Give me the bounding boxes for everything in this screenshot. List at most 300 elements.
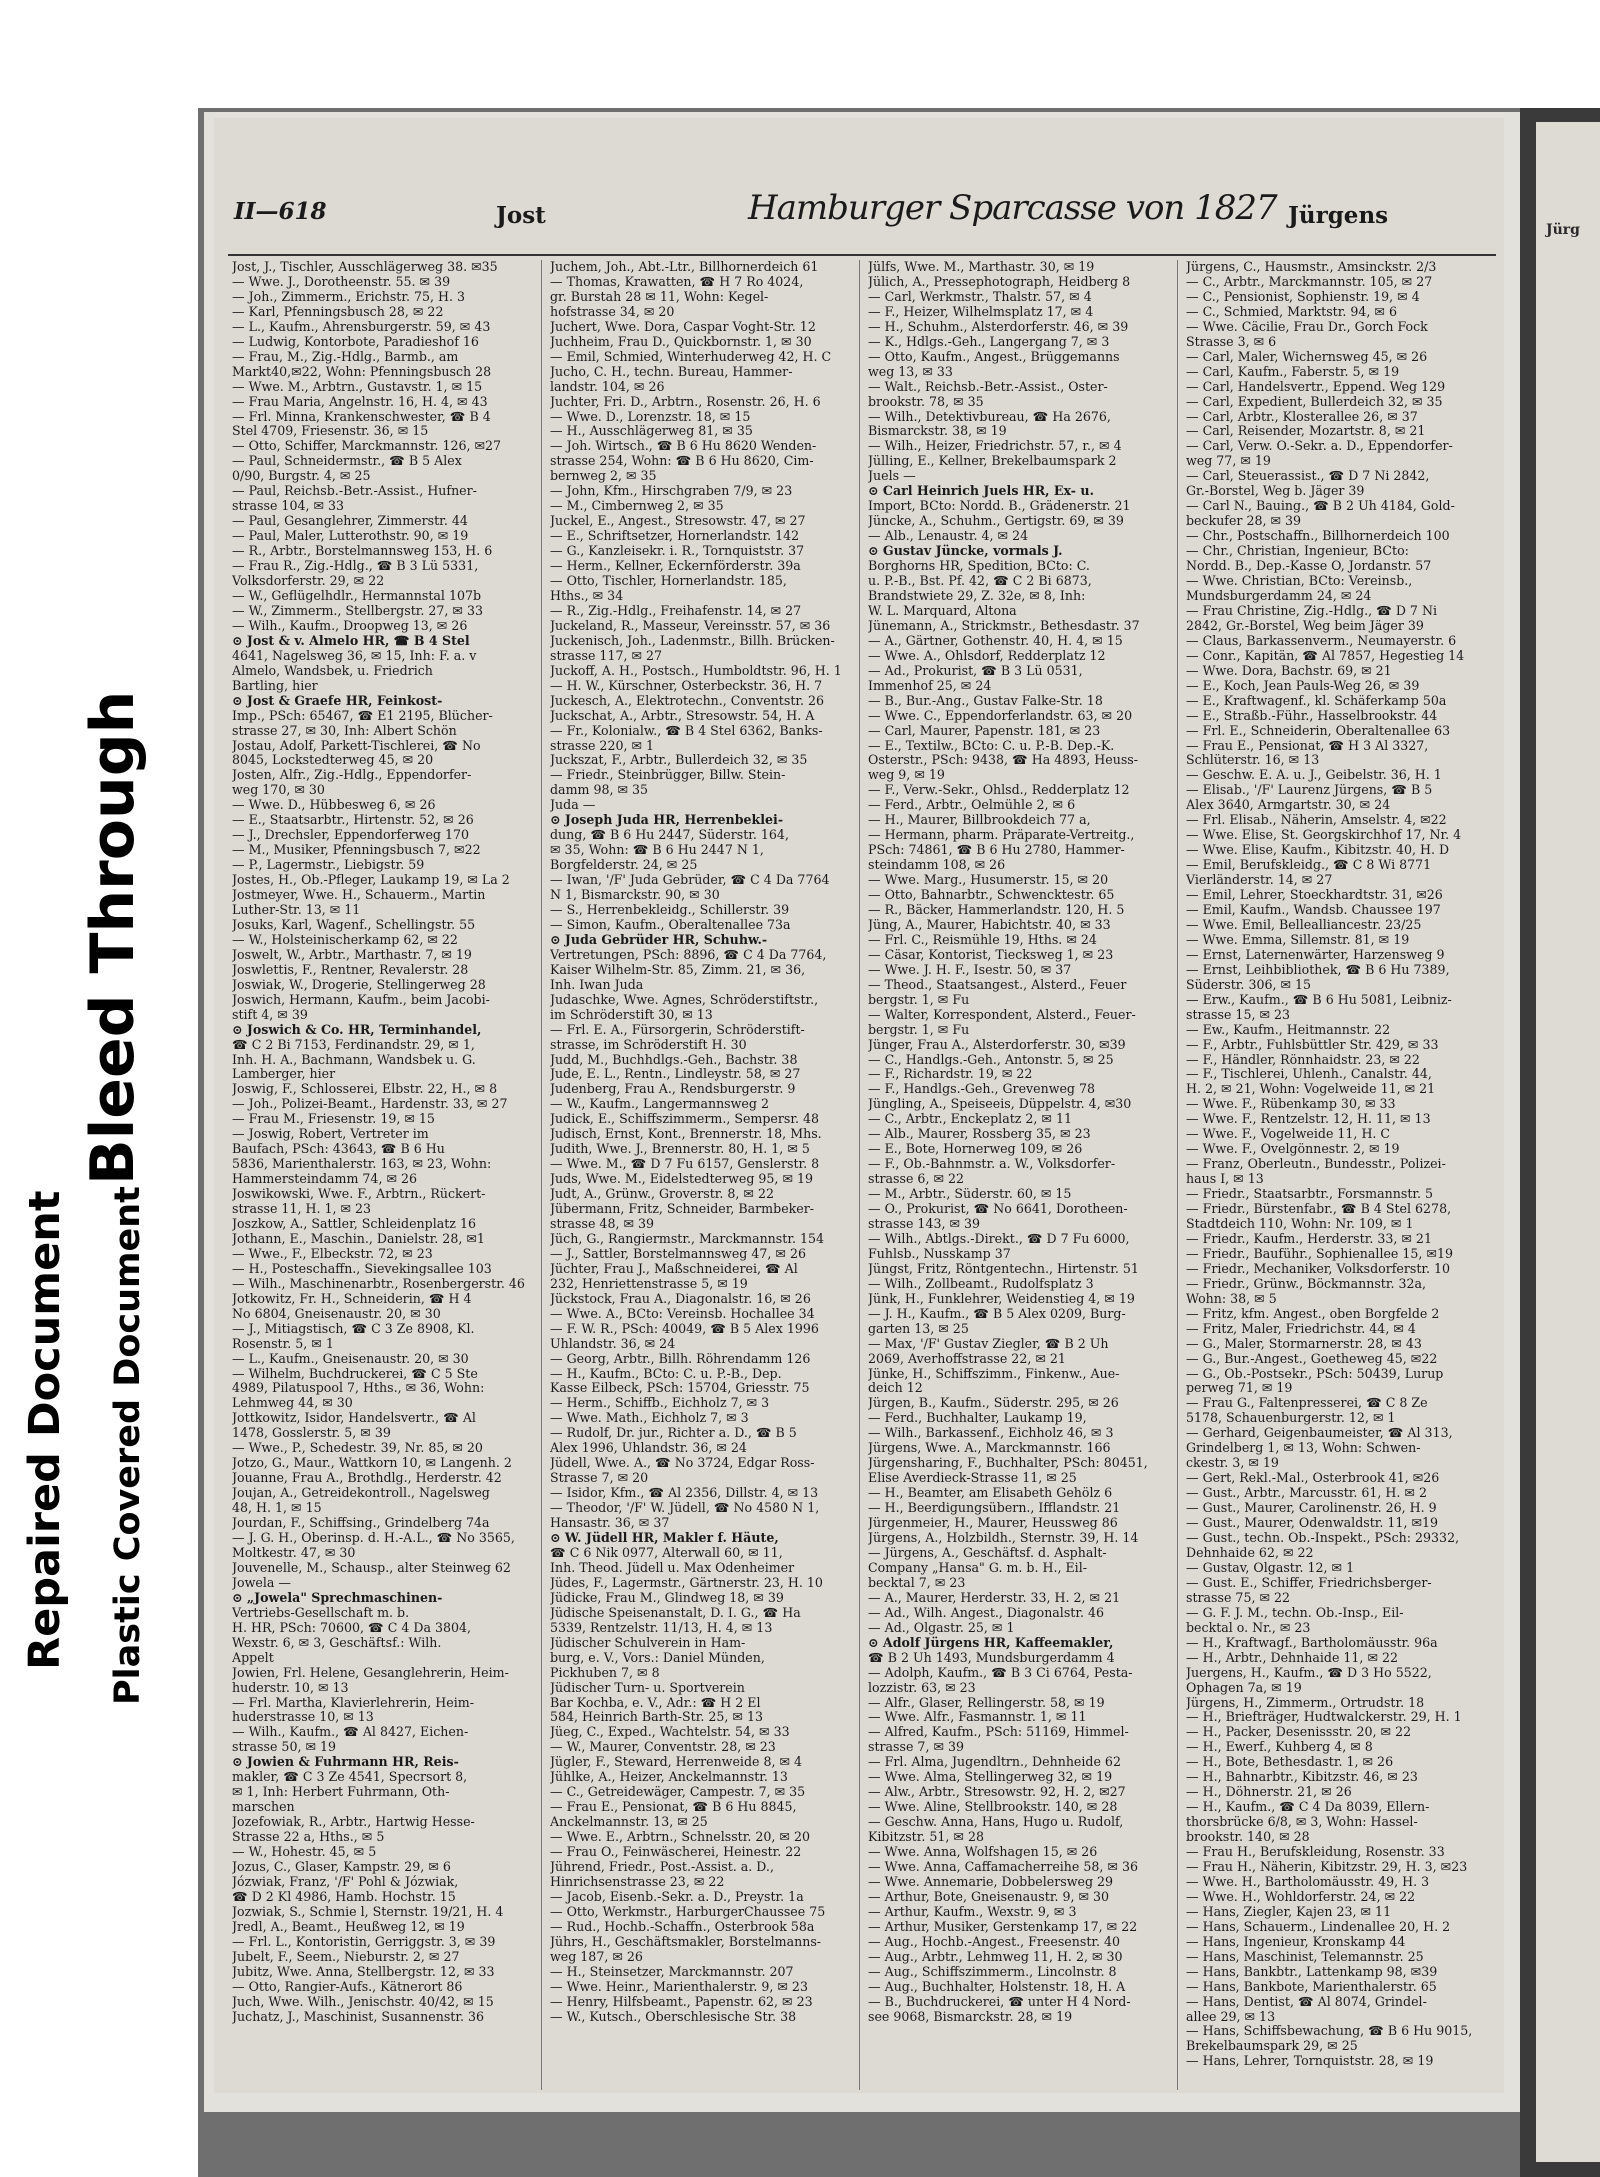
directory-entry-line: Jouvenelle, M., Schausp., alter Steinweg 62 — [232, 1560, 511, 1575]
directory-entry-line: Jozefowiak, R., Arbtr., Hartwig Hesse- — [232, 1815, 475, 1830]
directory-entry-line: — C., Getreidewäger, Campestr. 7, ✉ 35 — [550, 1785, 806, 1800]
directory-entry-line: — Conr., Kapitän, ☎ Al 7857, Hegestieg 14 — [1186, 648, 1465, 663]
directory-entry-line: Jostes, H., Ob.-Pfleger, Laukamp 19, ✉ La 2 — [232, 873, 510, 888]
directory-entry-line: Mundsburgerdamm 24, ✉ 24 — [1186, 588, 1372, 603]
directory-column-2 — [550, 260, 850, 2090]
directory-entry-line: — F. W. R., PSch: 40049, ☎ B 5 Alex 1996 — [550, 1321, 819, 1336]
adjacent-page-fragment: Jürg — [1546, 222, 1580, 238]
directory-entry-line: Joswig, F., Schlosserei, Elbstr. 22, H., ✉ 8 — [232, 1082, 498, 1097]
directory-entry-line: — Wilh., Abtlgs.-Direkt., ☎ D 7 Fu 6000, — [868, 1231, 1130, 1246]
directory-entry-line: Uhlandstr. 36, ✉ 24 — [550, 1336, 676, 1351]
directory-entry-line: — Frl. Elisab., Näherin, Amselstr. 4, ✉22 — [1186, 813, 1447, 828]
directory-entry-line: — E., Kraftwagenf., kl. Schäferkamp 50a — [1186, 693, 1447, 708]
directory-entry-line: — Wwe. D., Hübbesweg 6, ✉ 26 — [232, 798, 436, 813]
directory-entry-line: — Hans, Ingenieur, Kronskamp 44 — [1186, 1934, 1406, 1949]
directory-entry-line: ⊙ W. Jüdell HR, Makler f. Häute, — [550, 1531, 779, 1546]
directory-entry-line: — Gust., techn. Ob.-Inspekt., PSch: 29332, — [1186, 1531, 1460, 1546]
directory-entry-line: — Wilh., Kaufm., Droopweg 13, ✉ 26 — [232, 618, 468, 633]
directory-entry-line: — G. F. J. M., techn. Ob.-Insp., Eil- — [1186, 1605, 1404, 1620]
directory-entry-line: ckestr. 3, ✉ 19 — [1186, 1456, 1279, 1471]
directory-entry-line: — Alb., Lenaustr. 4, ✉ 24 — [868, 529, 1029, 544]
header-first-name: Jost — [496, 202, 546, 229]
directory-entry-line: Juckesch, A., Elektrotechn., Conventstr. 26 — [550, 693, 825, 708]
directory-entry-line: Osterstr., PSch: 9438, ☎ Ha 4893, Heuss- — [868, 753, 1139, 768]
directory-entry-line: Joswelt, W., Arbtr., Marthastr. 7, ✉ 19 — [232, 947, 472, 962]
directory-entry-line: — Wwe. Anna, Wolfshagen 15, ✉ 26 — [868, 1845, 1098, 1860]
directory-entry-line: — B., Buchdruckerei, ☎ unter H 4 Nord- — [868, 1994, 1131, 2009]
directory-entry-line: — Wwe. M., Arbtrn., Gustavstr. 1, ✉ 15 — [232, 379, 483, 394]
directory-entry-line: — Frau R., Zig.-Hdlg., ☎ B 3 Lü 5331, — [232, 559, 479, 574]
directory-entry-line: beckufer 28, ✉ 39 — [1186, 514, 1302, 529]
directory-entry-line: — Arthur, Musiker, Gerstenkamp 17, ✉ 22 — [868, 1919, 1138, 1934]
directory-entry-line: — Friedr., Bauführ., Sophienallee 15, ✉19 — [1186, 1246, 1454, 1261]
directory-entry-line: Juckschat, A., Arbtr., Stresowstr. 54, H. A — [550, 708, 815, 723]
directory-entry-line: burg, e. V., Vors.: Daniel Münden, — [550, 1650, 765, 1665]
directory-entry-line: Strasse 22 a, Hths., ✉ 5 — [232, 1830, 385, 1845]
directory-entry-line: Joswlettis, F., Rentner, Revalerstr. 28 — [232, 962, 469, 977]
directory-entry-line: Jürgens, H., Zimmerm., Ortrudstr. 18 — [1186, 1695, 1425, 1710]
directory-entry-line: — Aug., Schiffszimmerm., Lincolnstr. 8 — [868, 1964, 1117, 1979]
directory-entry-line: — P., Lagermstr., Liebigstr. 59 — [232, 858, 425, 873]
directory-entry-line: — Wwe. F., Ovelgönnestr. 2, ✉ 19 — [1186, 1142, 1400, 1157]
directory-entry-line: thorsbrücke 6/8, ✉ 3, Wohn: Hassel- — [1186, 1815, 1418, 1830]
directory-entry-line: huderstr. 10, ✉ 13 — [232, 1680, 349, 1695]
directory-entry-line: Jülling, E., Kellner, Brekelbaumspark 2 — [868, 454, 1117, 469]
directory-entry-line: — Frau Christine, Zig.-Hdlg., ☎ D 7 Ni — [1186, 603, 1437, 618]
directory-entry-line: — Hans, Maschinist, Telemannstr. 25 — [1186, 1949, 1424, 1964]
directory-entry-line: Joswikowski, Wwe. F., Arbtrn., Rückert- — [232, 1187, 486, 1202]
sparcasse-brand: Hamburger Sparcasse von 1827 — [748, 188, 1277, 228]
directory-entry-line: ⊙ Jost & Graefe HR, Feinkost- — [232, 693, 443, 708]
directory-entry-line: — Ferd., Buchhalter, Laukamp 19, — [868, 1411, 1087, 1426]
directory-entry-line: — Wwe. C., Eppendorferlandstr. 63, ✉ 20 — [868, 708, 1133, 723]
directory-entry-line: Anckelmannstr. 13, ✉ 25 — [550, 1815, 708, 1830]
directory-entry-line: — Wwe. Dora, Bachstr. 69, ✉ 21 — [1186, 663, 1392, 678]
directory-entry-line: 5836, Marienthalerstr. 163, ✉ 23, Wohn: — [232, 1157, 492, 1172]
directory-entry-line: Wexstr. 6, ✉ 3, Geschäftsf.: Wilh. — [232, 1635, 442, 1650]
directory-entry-line: ⊙ Joswich & Co. HR, Terminhandel, — [232, 1022, 482, 1037]
directory-entry-line: Jübermann, Fritz, Schneider, Barmbeker- — [550, 1202, 815, 1217]
directory-entry-line: Wohn: 38, ✉ 5 — [1186, 1291, 1277, 1306]
directory-entry-line: — Wwe. F., Vogelweide 11, H. C — [1186, 1127, 1391, 1142]
directory-entry-line: Jülich, A., Pressephotograph, Heidberg 8 — [868, 274, 1131, 289]
directory-entry-line: — Jürgens, A., Geschäftsf. d. Asphalt- — [868, 1545, 1107, 1560]
directory-entry-line: Jünke, H., Schiffszimm., Finkenw., Aue- — [868, 1366, 1120, 1381]
directory-entry-line: — Thomas, Krawatten, ☎ H 7 Ro 4024, — [550, 274, 804, 289]
directory-entry-line: becktal o. Nr., ✉ 23 — [1186, 1620, 1311, 1635]
directory-entry-line: — Friedr., Mechaniker, Volksdorferstr. 10 — [1186, 1261, 1451, 1276]
directory-entry-line: damm 98, ✉ 35 — [550, 783, 649, 798]
directory-entry-line: — Aug., Buchhalter, Holstenstr. 18, H. A — [868, 1979, 1126, 1994]
directory-entry-line: strasse 254, Wohn: ☎ B 6 Hu 8620, Cim- — [550, 454, 814, 469]
directory-entry-line: — Wwe. Alfr., Fasmannstr. 1, ✉ 11 — [868, 1710, 1087, 1725]
directory-entry-line: 232, Henriettenstrasse 5, ✉ 19 — [550, 1276, 748, 1291]
directory-column-1 — [232, 260, 532, 2090]
directory-entry-line: Borgfelderstr. 24, ✉ 25 — [550, 858, 698, 873]
directory-entry-line: Borghorns HR, Spedition, BCto: C. — [868, 559, 1090, 574]
directory-entry-line: Jredl, A., Beamt., Heußweg 12, ✉ 19 — [232, 1919, 465, 1934]
directory-entry-line: — Wwe. M., ☎ D 7 Fu 6157, Genslerstr. 8 — [550, 1157, 820, 1172]
directory-entry-line: Alex 1996, Uhlandstr. 36, ✉ 24 — [550, 1441, 747, 1456]
directory-entry-line: gr. Burstah 28 ✉ 11, Wohn: Kegel- — [550, 289, 769, 304]
directory-entry-line: Juchter, Fri. D., Arbtrn., Rosenstr. 26, H. 6 — [550, 394, 821, 409]
directory-entry-line: Baufach, PSch: 43643, ☎ B 6 Hu — [232, 1142, 445, 1157]
directory-entry-line: — Karl, Pfenningsbusch 28, ✉ 22 — [232, 304, 444, 319]
directory-entry-line: — Wwe. Christian, BCto: Vereinsb., — [1186, 574, 1413, 589]
directory-entry-line: Jotkowitz, Fr. H., Schneiderin, ☎ H 4 — [232, 1291, 472, 1306]
directory-entry-line: Jouanne, Frau A., Brothdlg., Herderstr. 42 — [232, 1471, 502, 1486]
directory-entry-line: weg 9, ✉ 19 — [868, 768, 945, 783]
directory-entry-line: — Frau H., Berufskleidung, Rosenstr. 33 — [1186, 1845, 1445, 1860]
directory-entry-line: — Alfred, Kaufm., PSch: 51169, Himmel- — [868, 1725, 1129, 1740]
directory-page — [204, 112, 1520, 2112]
directory-entry-line: — Adolph, Kaufm., ☎ B 3 Ci 6764, Pesta- — [868, 1665, 1133, 1680]
directory-entry-line: — Ferd., Arbtr., Oelmühle 2, ✉ 6 — [868, 798, 1076, 813]
directory-entry-line: strasse, im Schröderstift H. 30 — [550, 1037, 747, 1052]
directory-entry-line: Grindelberg 1, ✉ 13, Wohn: Schwen- — [1186, 1441, 1421, 1456]
directory-entry-line: — Erw., Kaufm., ☎ B 6 Hu 5081, Leibniz- — [1186, 992, 1452, 1007]
directory-entry-line: Jührs, H., Geschäftsmakler, Borstelmanns- — [550, 1934, 822, 1949]
directory-entry-line: — Otto, Bahnarbtr., Schwencktestr. 65 — [868, 888, 1115, 903]
directory-entry-line: — Arthur, Bote, Gneisenaustr. 9, ✉ 30 — [868, 1889, 1110, 1904]
directory-entry-line: — Wwe. F., Rübenkamp 30, ✉ 33 — [1186, 1097, 1396, 1112]
directory-entry-line: Jüchter, Frau J., Maßschneiderei, ☎ Al — [550, 1261, 798, 1276]
directory-entry-line: brookstr. 78, ✉ 35 — [868, 394, 984, 409]
directory-entry-line: brookstr. 140, ✉ 28 — [1186, 1830, 1310, 1845]
directory-entry-line: — H., Briefträger, Hudtwalckerstr. 29, H. 1 — [1186, 1710, 1462, 1725]
directory-entry-line: 5339, Rentzelstr. 11/13, H. 4, ✉ 13 — [550, 1620, 773, 1635]
directory-entry-line: Nordd. B., Dep.-Kasse O, Jordanstr. 57 — [1186, 559, 1432, 574]
directory-entry-line: — Carl, Steuerassist., ☎ D 7 Ni 2842, — [1186, 469, 1430, 484]
directory-entry-line: Jünemann, A., Strickmstr., Bethesdastr. 37 — [868, 618, 1140, 633]
directory-entry-line: — C., Arbtr., Enckeplatz 2, ✉ 11 — [868, 1112, 1073, 1127]
directory-entry-line: garten 13, ✉ 25 — [868, 1321, 969, 1336]
directory-entry-line: Jozus, C., Glaser, Kampstr. 29, ✉ 6 — [232, 1859, 451, 1874]
directory-entry-line: — M., Arbtr., Süderstr. 60, ✉ 15 — [868, 1187, 1072, 1202]
scan-annotation-labels — [0, 0, 190, 2177]
directory-entry-line: Jüdicke, Frau M., Glindweg 18, ✉ 39 — [550, 1590, 784, 1605]
directory-entry-line: Stadtdeich 110, Wohn: Nr. 109, ✉ 1 — [1186, 1217, 1414, 1231]
directory-entry-line: — M., Musiker, Pfenningsbusch 7, ✉22 — [232, 843, 481, 858]
directory-entry-line: Juch, Wwe. Wilh., Jenischstr. 40/42, ✉ 15 — [232, 1994, 494, 2009]
directory-entry-line: — Theod., Staatsangest., Alsterd., Feuer — [868, 977, 1127, 992]
directory-entry-line: — Joh. Wirtsch., ☎ B 6 Hu 8620 Wenden- — [550, 439, 817, 454]
directory-entry-line: — Friedr., Grünw., Böckmannstr. 32a, — [1186, 1276, 1427, 1291]
directory-entry-line: strasse 75, ✉ 22 — [1186, 1590, 1291, 1605]
directory-entry-line: — Frau E., Pensionat, ☎ B 6 Hu 8845, — [550, 1800, 797, 1815]
directory-entry-line: — Herm., Schiffb., Eichholz 7, ✉ 3 — [550, 1396, 770, 1411]
directory-entry-line: Juchem, Joh., Abt.-Ltr., Billhornerdeich 61 — [550, 260, 819, 274]
directory-entry-line: — H. W., Kürschner, Osterbeckstr. 36, H. 7 — [550, 678, 823, 693]
directory-entry-line: — G., Bur.-Angest., Goetheweg 45, ✉22 — [1186, 1351, 1438, 1366]
directory-entry-line: strasse 6, ✉ 22 — [868, 1172, 965, 1187]
directory-entry-line: Juchert, Wwe. Dora, Caspar Voght-Str. 12 — [550, 319, 816, 334]
directory-entry-line: — W., Geflügelhdlr., Hermannstal 107b — [232, 588, 482, 603]
directory-entry-line: Juchheim, Frau D., Quickbornstr. 1, ✉ 30 — [550, 334, 812, 349]
directory-entry-line: — W., Kaufm., Langermannsweg 2 — [550, 1097, 769, 1112]
column-divider — [541, 260, 542, 2090]
directory-entry-line: — Geschw. E. A. u. J., Geibelstr. 36, H. 1 — [1186, 768, 1442, 783]
directory-entry-line: — H., Bahnarbtr., Kibitzstr. 46, ✉ 23 — [1186, 1770, 1418, 1785]
directory-entry-line: Jourdan, F., Schiffsing., Grindelberg 74a — [232, 1516, 490, 1531]
directory-entry-line: — Ad., Prokurist, ☎ B 3 Lü 0531, — [868, 663, 1083, 678]
directory-entry-line: Inh. Iwan Juda — [550, 977, 644, 992]
directory-entry-line: — Cäsar, Kontorist, Tiecksweg 1, ✉ 23 — [868, 947, 1114, 962]
header-rule — [228, 254, 1496, 256]
directory-entry-line: — Ludwig, Kontorbote, Paradieshof 16 — [232, 334, 479, 349]
directory-entry-line: Judd, M., Buchhdlgs.-Geh., Bachstr. 38 — [550, 1052, 798, 1067]
directory-entry-line: PSch: 74861, ☎ B 6 Hu 2780, Hammer- — [868, 843, 1125, 858]
directory-entry-line: — J., Sattler, Borstelmannsweg 47, ✉ 26 — [550, 1246, 806, 1261]
directory-entry-line: — Carl, Werkmstr., Thalstr. 57, ✉ 4 — [868, 289, 1092, 304]
directory-entry-line: — Alfr., Glaser, Rellingerstr. 58, ✉ 19 — [868, 1695, 1105, 1710]
directory-entry-line: — R., Arbtr., Borstelmannsweg 153, H. 6 — [232, 544, 493, 559]
directory-entry-line: — Frau, M., Zig.-Hdlg., Barmb., am — [232, 349, 459, 364]
directory-entry-line: — Franz, Oberleutn., Bundesstr., Polizei- — [1186, 1157, 1446, 1172]
directory-entry-line: Joszkow, A., Sattler, Schleidenplatz 16 — [232, 1217, 476, 1231]
directory-entry-line: Jünger, Frau A., Alsterdorferstr. 30, ✉39 — [868, 1037, 1126, 1052]
directory-entry-line: — A., Maurer, Herderstr. 33, H. 2, ✉ 21 — [868, 1590, 1121, 1605]
directory-entry-line: Bismarckstr. 38, ✉ 19 — [868, 424, 1007, 439]
directory-entry-line: — Joh., Zimmerm., Erichstr. 75, H. 3 — [232, 289, 466, 304]
directory-entry-line: — Wwe. Heinr., Marienthalerstr. 9, ✉ 23 — [550, 1979, 808, 1994]
directory-entry-line: strasse 11, H. 1, ✉ 23 — [232, 1202, 372, 1217]
directory-entry-line: — Wwe. Emma, Sillemstr. 81, ✉ 19 — [1186, 932, 1410, 947]
directory-entry-line: Pickhuben 7, ✉ 8 — [550, 1665, 660, 1680]
directory-entry-line: — H., Beamter, am Elisabeth Gehölz 6 — [868, 1486, 1113, 1501]
directory-entry-line: — Chr., Postschaffn., Billhornerdeich 100 — [1186, 529, 1450, 544]
directory-entry-line: Juckel, E., Angest., Stresowstr. 47, ✉ 27 — [550, 514, 806, 529]
directory-entry-line: perweg 71, ✉ 19 — [1186, 1381, 1293, 1396]
directory-entry-line: ⊙ „Jowela" Sprechmaschinen- — [232, 1590, 443, 1605]
directory-entry-line: — Frau O., Feinwäscherei, Heinestr. 22 — [550, 1845, 802, 1860]
directory-entry-line: — Geschw. Anna, Hans, Hugo u. Rudolf, — [868, 1815, 1124, 1830]
directory-entry-line: — E., Bote, Hornerweg 109, ✉ 26 — [868, 1142, 1083, 1157]
directory-entry-line: — Frl. C., Reismühle 19, Hths. ✉ 24 — [868, 932, 1097, 947]
directory-entry-line: — F., Handlgs.-Geh., Grevenweg 78 — [868, 1082, 1096, 1097]
plastic-covered-label: Plastic Covered Document — [108, 1186, 148, 1705]
directory-entry-line: — M., Cimbernweg 2, ✉ 35 — [550, 499, 724, 514]
directory-entry-line: — C., Schmied, Marktstr. 94, ✉ 6 — [1186, 304, 1397, 319]
directory-entry-line: H. HR, PSch: 70600, ☎ C 4 Da 3804, — [232, 1620, 472, 1635]
directory-entry-line: — Gerhard, Geigenbaumeister, ☎ Al 313, — [1186, 1426, 1453, 1441]
directory-entry-line: — Isidor, Kfm., ☎ Al 2356, Dillstr. 4, ✉ 13 — [550, 1486, 819, 1501]
directory-entry-line: Juds, Wwe. M., Eidelstedterweg 95, ✉ 19 — [550, 1172, 814, 1187]
directory-entry-line: — Wwe. Cäcilie, Frau Dr., Gorch Fock — [1186, 319, 1428, 334]
directory-entry-line: Vierländerstr. 14, ✉ 27 — [1186, 873, 1333, 888]
directory-entry-line: — Wwe. Elise, Kaufm., Kibitzstr. 40, H. D — [1186, 843, 1450, 858]
directory-entry-line: — Wilh., Heizer, Friedrichstr. 57, r., ✉ 4 — [868, 439, 1122, 454]
directory-entry-line: 48, H. 1, ✉ 15 — [232, 1501, 322, 1516]
directory-columns — [232, 260, 1502, 2090]
directory-entry-line: — Carl, Maurer, Papenstr. 181, ✉ 23 — [868, 723, 1101, 738]
directory-entry-line: H. 2, ✉ 21, Wohn: Vogelweide 11, ✉ 21 — [1186, 1082, 1436, 1097]
directory-entry-line: Strasse 7, ✉ 20 — [550, 1471, 649, 1486]
directory-entry-line: steindamm 108, ✉ 26 — [868, 858, 1006, 873]
directory-entry-line: Alex 3640, Armgartstr. 30, ✉ 24 — [1186, 798, 1391, 813]
directory-entry-line: — E., Textilw., BCto: C. u. P.-B. Dep.-K. — [868, 738, 1115, 753]
directory-entry-line: 0/90, Burgstr. 4, ✉ 25 — [232, 469, 371, 484]
directory-entry-line: Jubitz, Wwe. Anna, Stellbergstr. 12, ✉ 33 — [232, 1964, 495, 1979]
directory-entry-line: — W., Kutsch., Oberschlesische Str. 38 — [550, 2009, 797, 2024]
directory-entry-line: — Emil, Berufskleidg., ☎ C 8 Wi 8771 — [1186, 858, 1432, 873]
directory-entry-line: — H., Arbtr., Dehnhaide 11, ✉ 22 — [1186, 1650, 1399, 1665]
directory-entry-line: Jürgens, Wwe. A., Marckmannstr. 166 — [868, 1441, 1111, 1456]
directory-entry-line: — Walt., Reichsb.-Betr.-Assist., Oster- — [868, 379, 1108, 394]
directory-entry-line: — Emil, Schmied, Winterhuderweg 42, H. C — [550, 349, 832, 364]
directory-entry-line: — Gust., Maurer, Carolinenstr. 26, H. 9 — [1186, 1501, 1437, 1516]
directory-entry-line: Jüngling, A., Speiseeis, Düppelstr. 4, ✉30 — [868, 1097, 1132, 1112]
directory-entry-line: — Hermann, pharm. Präparate-Vertreitg., — [868, 828, 1135, 843]
directory-entry-line: — Henry, Hilfsbeamt., Papenstr. 62, ✉ 23 — [550, 1994, 813, 2009]
directory-entry-line: — Aug., Hochb.-Angest., Freesenstr. 40 — [868, 1934, 1121, 1949]
directory-entry-line: — Paul, Gesanglehrer, Zimmerstr. 44 — [232, 514, 468, 529]
directory-entry-line: — Georg, Arbtr., Billh. Röhrendamm 126 — [550, 1351, 811, 1366]
directory-entry-line: see 9068, Bismarckstr. 28, ✉ 19 — [868, 2009, 1073, 2024]
directory-entry-line: dung, ☎ B 6 Hu 2447, Süderstr. 164, — [550, 828, 789, 843]
directory-entry-line: Jürgens, A., Holzbildh., Sternstr. 39, H. 14 — [868, 1531, 1139, 1546]
directory-entry-line: Vertriebs-Gesellschaft m. b. — [232, 1605, 410, 1620]
directory-entry-line: — J., Drechsler, Eppendorferweg 170 — [232, 828, 470, 843]
directory-entry-line: — H., Kaufm., ☎ C 4 Da 8039, Ellern- — [1186, 1800, 1430, 1815]
directory-entry-line: — Carl, Reisender, Mozartstr. 8, ✉ 21 — [1186, 424, 1426, 439]
directory-entry-line: Gr.-Borstel, Weg b. Jäger 39 — [1186, 484, 1365, 499]
directory-entry-line: — Gust., Arbtr., Marcusstr. 61, H. ✉ 2 — [1186, 1486, 1427, 1501]
directory-entry-line: — H., Packer, Desenissstr. 20, ✉ 22 — [1186, 1725, 1412, 1740]
directory-entry-line: — Otto, Schiffer, Marckmannstr. 126, ✉27 — [232, 439, 502, 454]
directory-entry-line: — H., Steinsetzer, Marckmannstr. 207 — [550, 1964, 794, 1979]
directory-entry-line: — Fritz, Maler, Friedrichstr. 44, ✉ 4 — [1186, 1321, 1416, 1336]
directory-entry-line: — Wwe. Marg., Husumerstr. 15, ✉ 20 — [868, 873, 1109, 888]
directory-entry-line: allee 29, ✉ 13 — [1186, 2009, 1276, 2024]
directory-entry-line: — Ad., Wilh. Angest., Diagonalstr. 46 — [868, 1605, 1105, 1620]
directory-entry-line: — Wwe. F., Rentzelstr. 12, H. 11, ✉ 13 — [1186, 1112, 1431, 1127]
directory-entry-line: Juckeland, R., Masseur, Vereinsstr. 57, ✉ 36 — [550, 618, 831, 633]
directory-entry-line: ⊙ Gustav Jüncke, vormals J. — [868, 544, 1063, 559]
directory-entry-line: — A., Gärtner, Gothenstr. 40, H. 4, ✉ 15 — [868, 633, 1123, 648]
directory-entry-line: weg 170, ✉ 30 — [232, 783, 325, 798]
directory-entry-line: strasse 27, ✉ 30, Inh: Albert Schön — [232, 723, 457, 738]
directory-entry-line: — Frl. Alma, Jugendltrn., Dehnheide 62 — [868, 1755, 1121, 1770]
directory-entry-line: Jüngst, Fritz, Röntgentechn., Hirtenstr. 51 — [868, 1261, 1139, 1276]
directory-entry-line: Jotzo, G., Maur., Wattkorn 10, ✉ Langenh. 2 — [232, 1456, 512, 1471]
directory-entry-line: lozzistr. 63, ✉ 23 — [868, 1680, 976, 1695]
directory-entry-line: — Frau Maria, Angelnstr. 16, H. 4, ✉ 43 — [232, 394, 488, 409]
directory-entry-line: u. P.-B., Bst. Pf. 42, ☎ C 2 Bi 6873, — [868, 574, 1092, 589]
directory-entry-line: 4989, Pilatuspool 7, Hths., ✉ 36, Wohn: — [232, 1381, 485, 1396]
directory-entry-line: — Carl, Verw. O.-Sekr. a. D., Eppendorfer- — [1186, 439, 1453, 454]
directory-entry-line: — Alw., Arbtr., Stresowstr. 92, H. 2, ✉27 — [868, 1785, 1126, 1800]
directory-entry-line: — Joh., Polizei-Beamt., Hardenstr. 33, ✉ 27 — [232, 1097, 508, 1112]
directory-entry-line: Juda — — [550, 798, 596, 813]
column-divider — [859, 260, 860, 2090]
directory-entry-line: — Ew., Kaufm., Heitmannstr. 22 — [1186, 1022, 1391, 1037]
directory-entry-line: — Friedr., Bürstenfabr., ☎ B 4 Stel 6278, — [1186, 1202, 1452, 1217]
directory-entry-line: Süderstr. 306, ✉ 15 — [1186, 977, 1312, 992]
directory-entry-line: Jüdischer Turn- u. Sportverein — [550, 1680, 745, 1695]
directory-entry-line: Josuks, Karl, Wagenf., Schellingstr. 55 — [232, 917, 476, 932]
directory-entry-line: — Wwe. J. H. F., Isestr. 50, ✉ 37 — [868, 962, 1072, 977]
directory-entry-line: — Otto, Werkmstr., HarburgerChaussee 75 — [550, 1904, 826, 1919]
directory-entry-line: Kibitzstr. 51, ✉ 28 — [868, 1830, 984, 1845]
directory-entry-line: — Wwe. Anna, Caffamacherreihe 58, ✉ 36 — [868, 1859, 1138, 1874]
directory-entry-line: Jüdell, Wwe. A., ☎ No 3724, Edgar Ross- — [550, 1456, 815, 1471]
directory-entry-line: Company „Hansa" G. m. b. H., Eil- — [868, 1560, 1087, 1575]
directory-entry-line: — S., Herrenbekleidg., Schillerstr. 39 — [550, 902, 790, 917]
directory-entry-line: Imp., PSch: 65467, ☎ E1 2195, Blücher- — [232, 708, 493, 723]
directory-entry-line: — H., Kaufm., BCto: C. u. P.-B., Dep. — [550, 1366, 782, 1381]
directory-entry-line: — Wwe. E., Arbtrn., Schnelsstr. 20, ✉ 20 — [550, 1830, 810, 1845]
directory-entry-line: — C., Pensionist, Sophienstr. 19, ✉ 4 — [1186, 289, 1420, 304]
directory-entry-line: — H., Kraftwagf., Bartholomäusstr. 96a — [1186, 1635, 1438, 1650]
directory-entry-line: — Herm., Kellner, Eckernförderstr. 39a — [550, 559, 801, 574]
directory-entry-line: — Gustav, Olgastr. 12, ✉ 1 — [1186, 1560, 1355, 1575]
directory-entry-line: — Hans, Bankbote, Marienthalerstr. 65 — [1186, 1979, 1437, 1994]
directory-entry-line: — Fritz, kfm. Angest., oben Borgfelde 2 — [1186, 1306, 1440, 1321]
directory-entry-line: Jürgensharing, F., Buchhalter, PSch: 80451, — [868, 1456, 1148, 1471]
directory-entry-line: Bartling, hier — [232, 678, 318, 693]
directory-entry-line: — C., Arbtr., Marckmannstr. 105, ✉ 27 — [1186, 274, 1433, 289]
directory-entry-line: ☎ C 2 Bi 7153, Ferdinandstr. 29, ✉ 1, — [232, 1037, 475, 1052]
directory-entry-line: Jubelt, F., Seem., Nieburstr. 2, ✉ 27 — [232, 1949, 460, 1964]
directory-entry-line: huderstrasse 10, ✉ 13 — [232, 1710, 374, 1725]
directory-entry-line: Judisch, Ernst, Kont., Brennerstr. 18, Mhs. — [550, 1127, 822, 1142]
directory-entry-line: strasse 117, ✉ 27 — [550, 648, 663, 663]
directory-entry-line: Inh. H. A., Bachmann, Wandsbek u. G. — [232, 1052, 476, 1067]
directory-entry-line: — Fr., Kolonialw., ☎ B 4 Stel 6362, Banks- — [550, 723, 823, 738]
directory-entry-line: — J., Mitiagstisch, ☎ C 3 Ze 8908, Kl. — [232, 1321, 475, 1336]
directory-entry-line: — G., Maler, Stormarnerstr. 28, ✉ 43 — [1186, 1336, 1422, 1351]
directory-entry-line: strasse 143, ✉ 39 — [868, 1217, 981, 1231]
directory-entry-line: — C., Handlgs.-Geh., Antonstr. 5, ✉ 25 — [868, 1052, 1114, 1067]
directory-entry-line: — W., Holsteinischerkamp 62, ✉ 22 — [232, 932, 458, 947]
directory-entry-line: — Iwan, '/F' Juda Gebrüder, ☎ C 4 Da 7764 — [550, 873, 830, 888]
directory-entry-line: — H., Ewerf., Kuhberg 4, ✉ 8 — [1186, 1740, 1373, 1755]
directory-entry-line: — J. H., Kaufm., ☎ B 5 Alex 0209, Burg- — [868, 1306, 1126, 1321]
directory-entry-line: — R., Zig.-Hdlg., Freihafenstr. 14, ✉ 27 — [550, 603, 802, 618]
directory-entry-line: Juckszat, F., Arbtr., Bullerdeich 32, ✉ 35 — [550, 753, 808, 768]
directory-entry-line: Jührend, Friedr., Post.-Assist. a. D., — [550, 1859, 774, 1874]
directory-entry-line: — John, Kfm., Hirschgraben 7/9, ✉ 23 — [550, 484, 793, 499]
directory-entry-line: — Jacob, Eisenb.-Sekr. a. D., Preystr. 1a — [550, 1889, 804, 1904]
directory-entry-line: hofstrasse 34, ✉ 20 — [550, 304, 675, 319]
directory-entry-line: — E., Staatsarbtr., Hirtenstr. 52, ✉ 26 — [232, 813, 474, 828]
directory-entry-line: Judaschke, Wwe. Agnes, Schröderstiftstr., — [550, 992, 819, 1007]
directory-entry-line: — Arthur, Kaufm., Wexstr. 9, ✉ 3 — [868, 1904, 1077, 1919]
directory-entry-line: Vertretungen, PSch: 8896, ☎ C 4 Da 7764, — [550, 947, 827, 962]
directory-entry-line: bergstr. 1, ✉ Fu — [868, 1022, 970, 1037]
directory-entry-line: Jottkowitz, Isidor, Handelsvertr., ☎ Al — [232, 1411, 476, 1426]
directory-entry-line: — E., Schriftsetzer, Hornerlandstr. 142 — [550, 529, 800, 544]
directory-entry-line: Jothann, E., Maschin., Danielstr. 28, ✉1 — [232, 1231, 485, 1246]
directory-entry-line: — Wwe. Annemarie, Dobbelersweg 29 — [868, 1874, 1114, 1889]
directory-entry-line: Joswich, Hermann, Kaufm., beim Jacobi- — [232, 992, 490, 1007]
directory-entry-line: — O., Prokurist, ☎ No 6641, Dorotheen- — [868, 1202, 1128, 1217]
directory-entry-line: Jüdischer Schulverein in Ham- — [550, 1635, 746, 1650]
directory-entry-line: Jostau, Adolf, Parkett-Tischlerei, ☎ No — [232, 738, 481, 753]
directory-entry-line: — H., Posteschaffn., Sievekingsallee 103 — [232, 1261, 492, 1276]
directory-entry-line: — Wwe. Emil, Bellealliancestr. 23/25 — [1186, 917, 1422, 932]
directory-entry-line: — Alb., Maurer, Rossberg 35, ✉ 23 — [868, 1127, 1091, 1142]
directory-entry-line: — Hans, Lehrer, Tornquiststr. 28, ✉ 19 — [1186, 2054, 1434, 2069]
directory-entry-line: — Joswig, Robert, Vertreter im — [232, 1127, 429, 1142]
directory-entry-line: ☎ B 2 Uh 1493, Mundsburgerdamm 4 — [868, 1650, 1115, 1665]
directory-entry-line: Ophagen 7a, ✉ 19 — [1186, 1680, 1302, 1695]
directory-entry-line: — Otto, Rangier-Aufs., Kätnerort 86 — [232, 1979, 463, 1994]
directory-entry-line: — H., Schuhm., Alsterdorferstr. 46, ✉ 39 — [868, 319, 1129, 334]
directory-entry-line: Moltkestr. 47, ✉ 30 — [232, 1545, 356, 1560]
directory-entry-line: — Frl. E., Schneiderin, Oberaltenallee 63 — [1186, 723, 1451, 738]
